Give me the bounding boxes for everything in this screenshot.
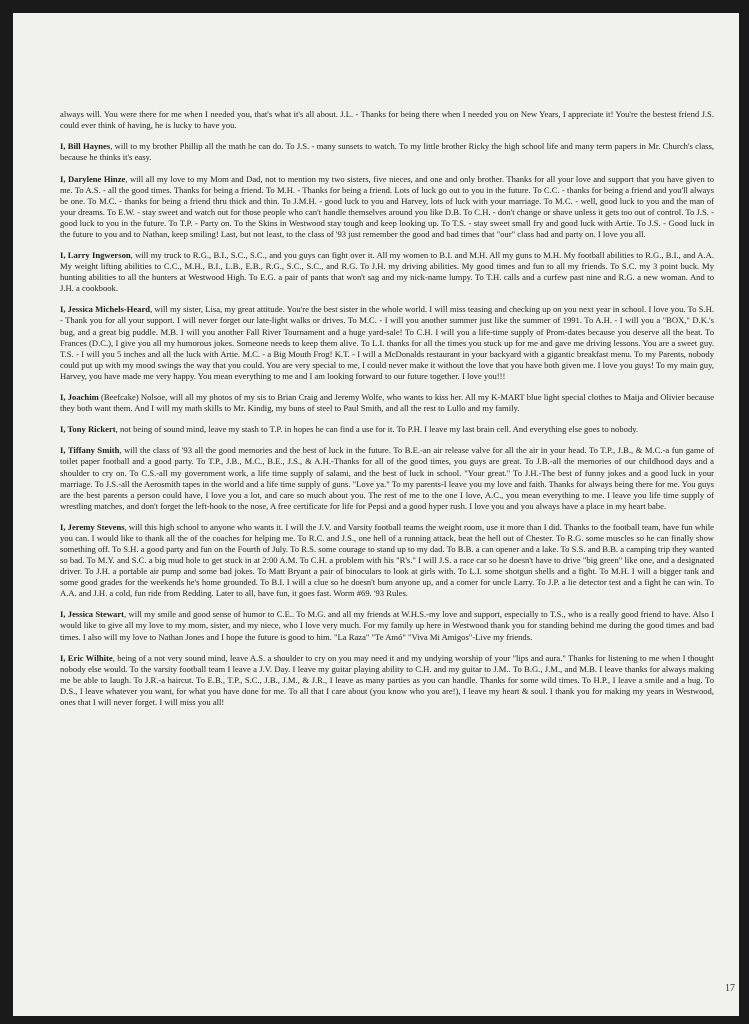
entry-text: , not being of sound mind, leave my stash to T.P. in hopes he can find a use for it. To P.H. I leave my last brain cell. And everything else goes to nobody.: [115, 424, 639, 435]
entry-name: I, Darylene Hinze: [60, 173, 126, 184]
will-entry-eric-wilhite: [60, 653, 714, 708]
will-entry-bill-haynes: [60, 141, 714, 163]
page-frame: [4, 4, 745, 1020]
will-entry-larry-ingwerson: [60, 250, 714, 294]
entry-text: , will my sister, Lisa, my great attitude. You're the best sister in the whole world. I will miss teasing and checking up on you next year in school. I love you. To S.H. - Thank you for all your support. I will never forget our late-light walks or drives. To M.C. - I will you another summer just like the summer of 1991. To A.H. - I will you a "BOX," D.K.'s bug, and a great big puddle. M.B. I will you another Fall River Tournament and a huge yard-sale! To C.H. I will you a life-time supply of Prom-dates because you deserve all the beat. To Frances (D.C.), I give you all my humorous jokes. Someone needs to keep them alive. To L.I. thanks for all the times you stuck up for me and gave me driving lessons. You are a sweet guy. T.S. - I will you 5 inches and all the luck with Artie. M.C. - a Big Mouth Frog! K.T. - I will a McDonalds restaurant in your backyard with a gigantic breakfast menu. To my Parents, nobody could put up with my mood swings the way that you could. You are very special to me, I could never make it without the love that you have both given me. I love you guys! To my main guy, Harvey, you have made me very happy. You mean everything to me and I am looking forward to our future together. I love you!!!: [60, 304, 714, 381]
will-entry-tony-rickert: [60, 424, 714, 435]
yearbook-page: [13, 13, 739, 1016]
entry-name: I, Jessica Stewart: [60, 609, 125, 620]
entry-name: I, Jessica Michels-Heard: [60, 304, 151, 315]
entry-text: (Beefcake) Nolsoe, will all my photos of my sis to Brian Craig and Jeremy Wolfe, who wants to kiss her. All my K-MART blue light special clothes to Maija and Olivier because they both want them. And I will my math skills to Mr. Kindig, my buns of steel to Paul Smith, and all the rest to Lullo and my family.: [60, 391, 715, 413]
entry-name: I, Joachim: [60, 391, 99, 402]
entry-text: , will this high school to anyone who wants it. I will the J.V. and Varsity football teams the weight room, use it more than I did. Thanks to the football team, have fun while you can. I would like to thank all the of the coaches for helping me. To R.C. and J.S., one hell of a running attack, beat the hell out of Chester. To R.G. some muscles so he can finally show something off. To S.H. a good party and fun on the Fourth of July. To R.S. some courage to stand up to my dad. To B.B. a can opener and a lake. To S.S. and B.B. a camping trip they wanted so bad. To M.Y. and S.C. a big mud hole to get stuck in at 2:00 A.M. To C.H. a problem with his "R's." I will J.S. a race car so he doesn't have to drive "big green" like one, and a designated driver. To J.H. a portable air pump and some bad jokes. To Matt Bryant a pair of binoculars to look at girls with. To L.I. some shotgun shells and a fight. To M.H. I will a bigger tank and some good grades for the weekends he's home grounded. To B.I. I will a clue so he doesn't bum anyone up, and a comer for uncle Larry. To J.P. a lie detector test and a fight he can win. To A.A. and J.H. a cold, fun ride from Redding. Later to all, have fun, it goes fast. Worm #69. '93 Rules.: [60, 521, 714, 599]
entry-text: , will my smile and good sense of humor to C.E.. To M.G. and all my friends at W.H.S.-my love and support, especially to T.S., who is a really good friend to have. Also I would like to give all my love to my mom, sister, and my niece, who I love very much. For my family up here in Westwood thank you for standing behind me during the good times and bad times. I also will my love to Nathan Jones and I hope the future is good to him. "La Raza" "Te Amó" "Viva Mi Amigos"-Live my friends.: [60, 609, 714, 642]
entry-text: , will to my brother Phillip all the math he can do. To J.S. - many sunsets to watch. To my little brother Ricky the high school life and many term papers in Mr. Church's class, because he thinks it's easy.: [60, 141, 714, 163]
entry-text: , will all my love to my Mom and Dad, not to mention my two sisters, five nieces, and one and only brother. Thanks for all your love and support that you have given to me. To A.S. - all the good times. Thanks for being a friend. To M.H. - Thanks for being a friend. Lots of luck go out to you in the future. To C.C. - thanks for being a friend and you'll always be one. To M.C. - thanks for being a friend thru thick and thin. To J.M.H. - good luck to you and Harvey, lots of luck with your marriage. To M.C. - well, good luck to you and the man of your dreams. To E.W. - stay sweet and watch out for those people who can't handle themselves around you like D.B. To C.H. - don't change or shave unless it gets too out of control. To J.S. - good luck to you in the future. To T.P. - Party on. To the Skins in Westwood stay tough and keep looking up. To T.S. - stay sweet small fry and good luck with Artie. To J.S. - Good luck in the future to you and to Nathan, keep smiling! Last, but not least, to the class of '93 just remember the good and bad times that "our" class had and party on. I love you all.: [60, 173, 714, 239]
entry-name: I, Larry Ingwerson: [60, 250, 131, 261]
entry-text: always will. You were there for me when I needed you, that's what it's all about. J.L. - Thanks for being there when I needed you on New Years, I appreciate it! You're the bestest friend J.S. could ever think of having, he is lucky to have you.: [60, 109, 714, 131]
will-entry-joachim-nolsoe: [60, 392, 714, 414]
will-entry-jessica-stewart: [60, 609, 714, 642]
entry-name: I, Eric Wilhite: [60, 652, 113, 663]
entry-text: , will the class of '93 all the good memories and the best of luck in the future. To B.E.-an air release valve for all the air in your head. To T.P., J.B., & M.C.-a fun game of toilet paper football and a good party. To T.P., J.B., M.C., B.E., J.S., & A.H.-Thanks for all of the good times, you guys are great. To J.B.-all the memories of our childhood days and a shoulder to cry on. To C.S.-all my government work, a life time supply of salami, and the best of luck in school. "Your great." To J.H.-The best of funny jokes and a good luck in your marriage. To J.S.-all the Aerosmith tapes in the world and a life time supply of guns. "Love ya." To my parents-I leave you my love and faith. Thanks for always being there for me. You guys are the best parents a person could have, I love you a lot, and care so much about you. The rest of me to the one I love, A.C., you mean everything to me. I leave you life time supply of wrestling matches, and don't forget the left-hook to the nose, A free certificate for life for Pepsi and a good hyper rush. I love you and you always have a place in my heart babe.: [60, 445, 714, 511]
entry-text: , will my truck to R.G., B.I., S.C., S.C., and you guys can fight over it. All my women to B.I. and M.H. All my guns to M.H. My football abilities to R.G., B.I., and A.A. My weight lifting abilities to C.C., M.H., B.I., L.B., E.B., R.G., S.C., S.C., and R.G. To J.H. my driving abilities. My good times and fun to all my friends. To S.C. my 3 point buck. My hunting abilities to all the hunters at Westwood High. To E.G. a pair of pants that won't sag and my nick-name lumpy. To T.H. calls and a curfew past nine and R.G. a new woman. And to J.H. a cookbook.: [60, 250, 714, 294]
entry-text: , being of a not very sound mind, leave A.S. a shoulder to cry on you may need it and my undying worship of your "lips and aura." Thanks for listening to me when I thought nobody else would. To the varsity football team I leave a J.V. Day. I leave my guitar playing ability to C.H. and my guitar to J.M.. To B.G., J.M., and M.B. I leave thanks for always making me be able to laugh. To J.R.-a haircut. To E.B., T.P., S.C., J.B., J.M., & J.R., I leave as many parties as you can handle. Thanks for some wild times. To H.P., I leave a smile and a hug. To D.S., I leave whatever you want, for what you have done for me. To all that I care about (you know who you are!), I leave my heart & soul. I thank you for making my years in Westwood, ones that I will never forget. I will miss you all!: [60, 652, 714, 707]
class-wills-text: [60, 109, 714, 718]
page-number: 17: [725, 983, 735, 994]
will-entry-continued: [60, 109, 714, 131]
will-entry-darylene-hinze: [60, 174, 714, 240]
entry-name: I, Tony Rickert: [60, 424, 116, 435]
entry-name: I, Tiffany Smith: [60, 445, 120, 456]
will-entry-jessica-michels-heard: [60, 304, 714, 381]
entry-name: I, Bill Haynes: [60, 141, 111, 152]
will-entry-jeremy-stevens: [60, 522, 714, 599]
entry-name: I, Jeremy Stevens: [60, 521, 125, 532]
will-entry-tiffany-smith: [60, 445, 714, 511]
